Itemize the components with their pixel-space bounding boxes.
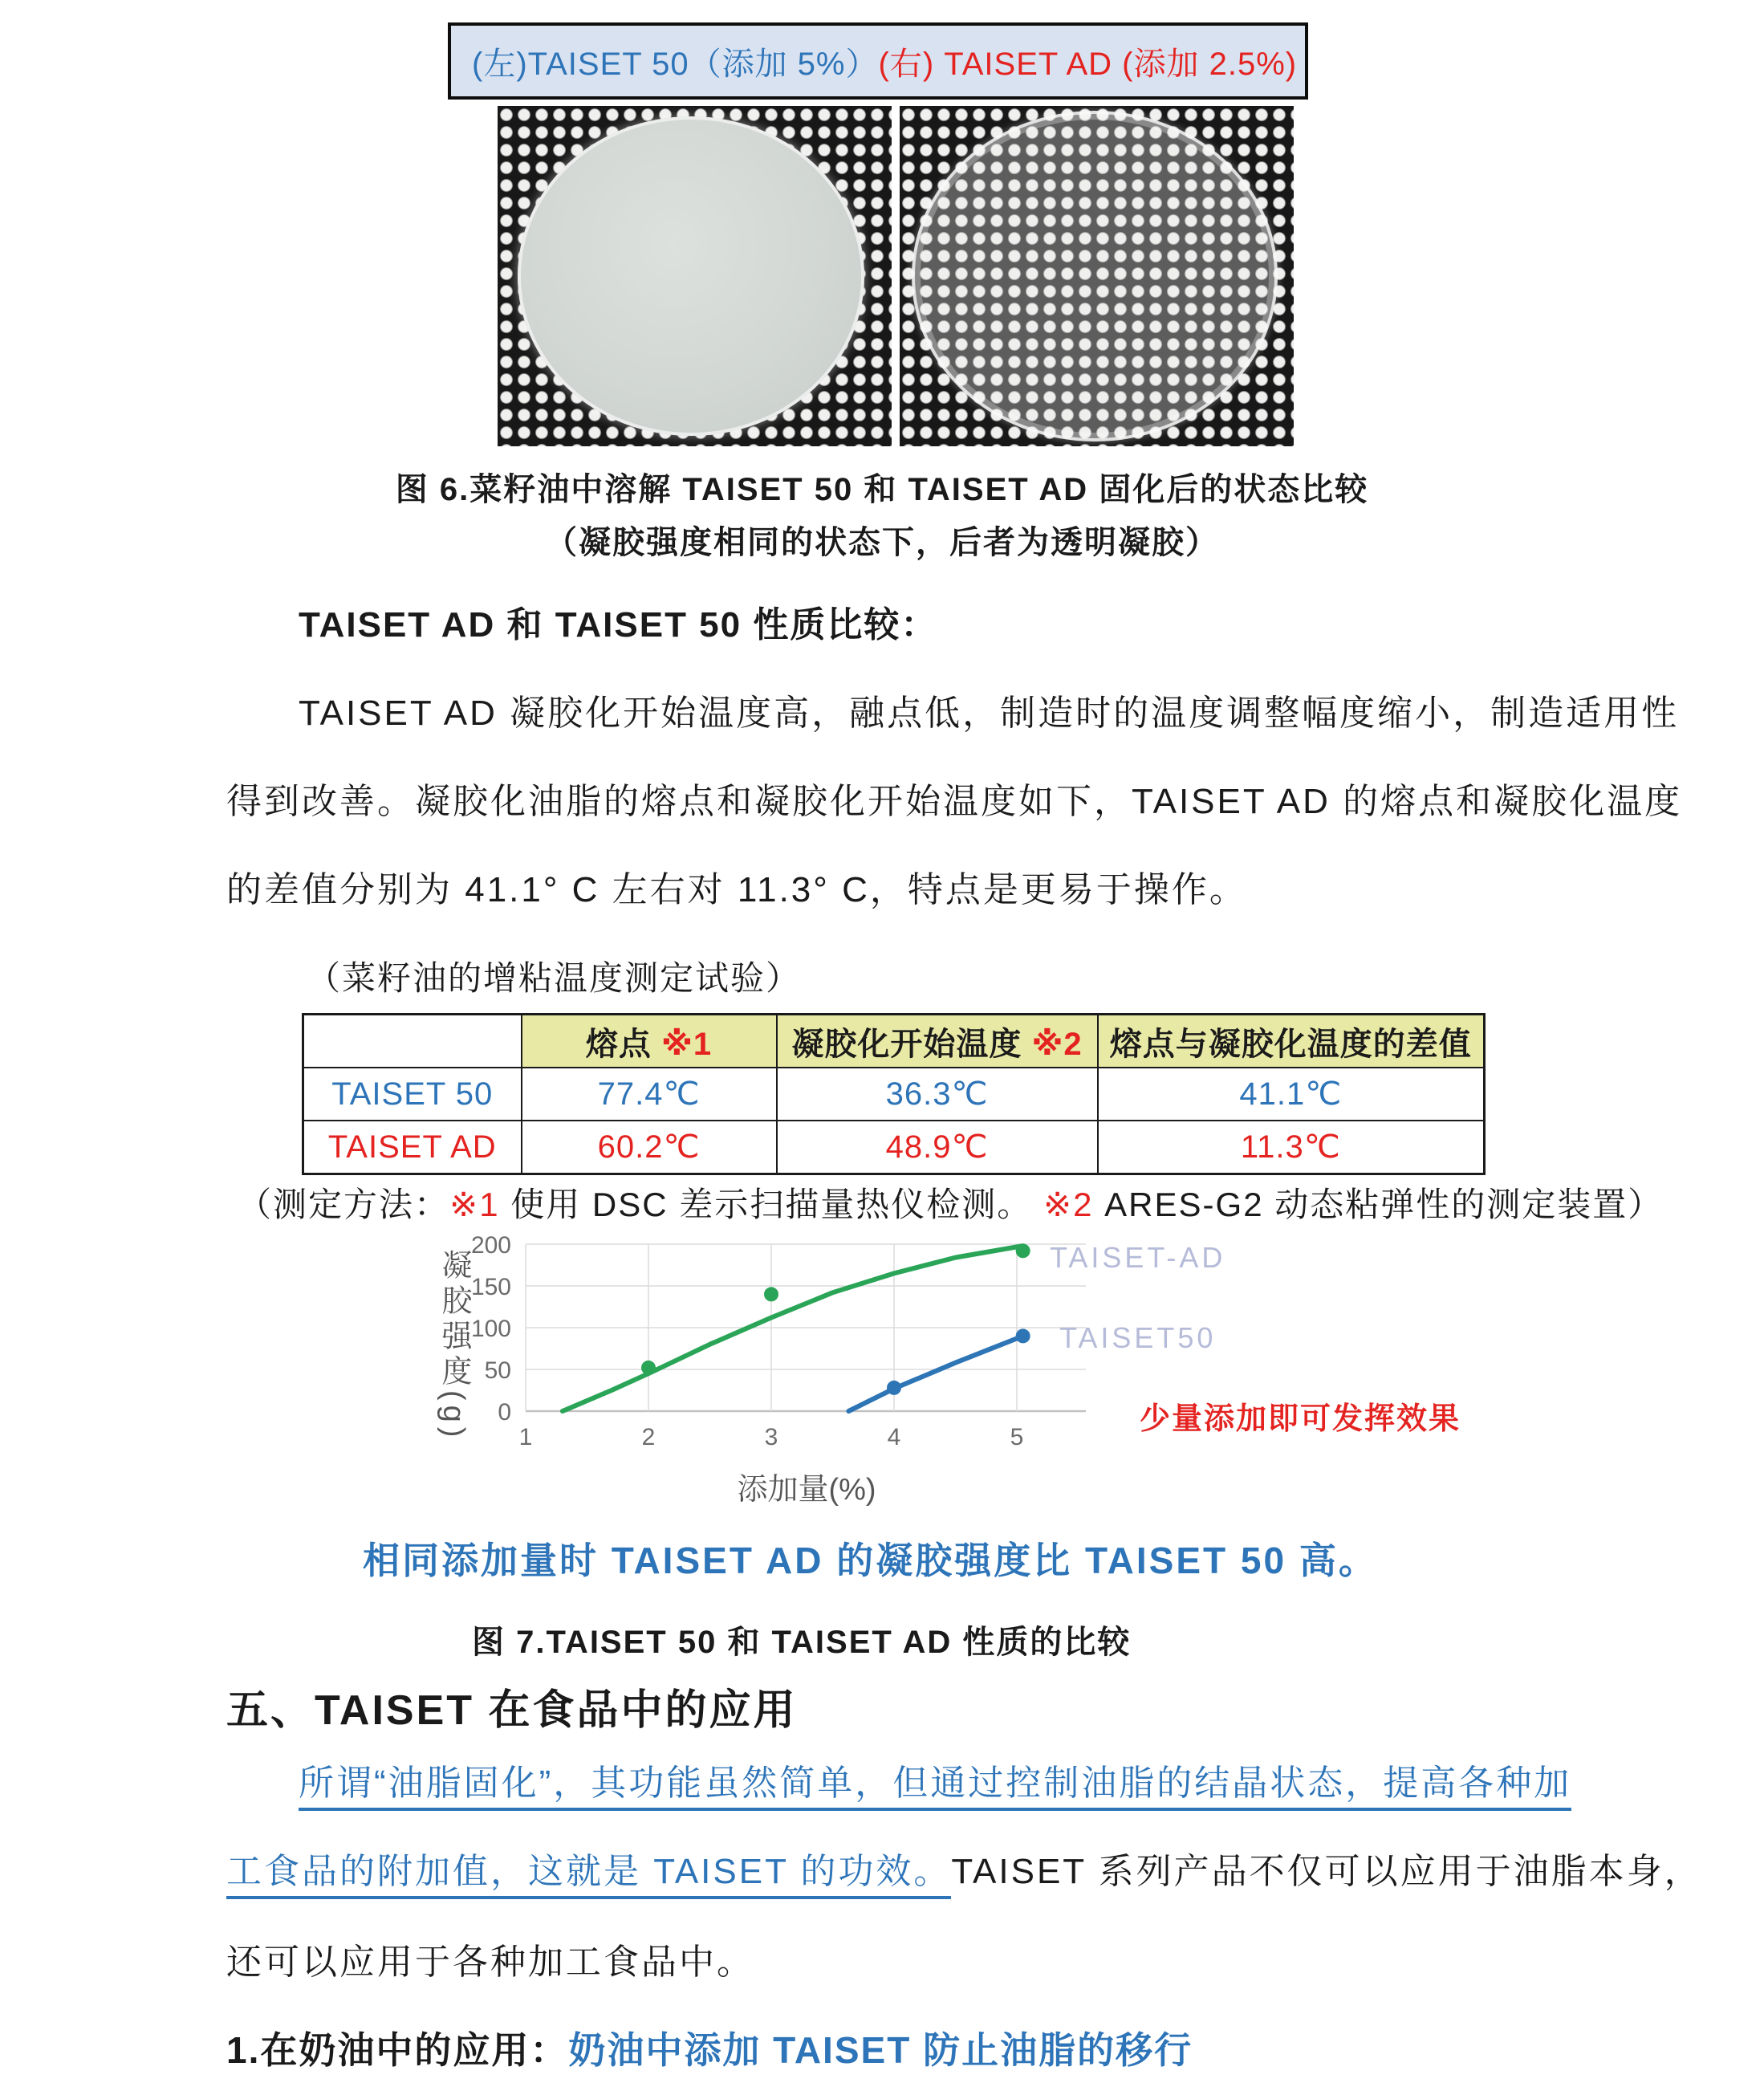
svg-text:200: 200: [470, 1232, 511, 1259]
chart-x-axis-title: 添加量(%): [737, 1473, 876, 1507]
svg-text:5: 5: [1010, 1424, 1024, 1450]
table-row-taiset50: [303, 1068, 1485, 1121]
test-note: （菜籽油的增粘温度测定试验）: [307, 959, 802, 997]
melting-point-value: 77.4℃: [522, 1068, 777, 1121]
paragraph1-line3: 的差值分别为 41.1° C 左右对 11.3° C，特点是更易于操作。: [226, 870, 1247, 909]
black-text-2: TAISET 系列产品不仅可以应用于油脂本身，: [951, 1852, 1702, 1891]
footnote-mark-2: ※2: [1031, 1026, 1083, 1062]
method-note-part1: （测定方法：: [238, 1186, 450, 1223]
figure6-caption-line1: 图 6.菜籽油中溶解 TAISET 50 和 TAISET AD 固化后的状态比较: [395, 472, 1369, 507]
svg-text:0: 0: [498, 1399, 511, 1426]
application-line: [226, 2021, 1193, 2074]
chart-y-axis-title: 凝胶强度(g): [437, 1249, 470, 1442]
method-note-part2: 使用 DSC 差示扫描量热仪检测。: [499, 1186, 1043, 1223]
gel-start-value: 36.3℃: [777, 1068, 1098, 1121]
gel-start-value: 48.9℃: [777, 1121, 1098, 1174]
chart-canvas: [417, 1227, 1573, 1525]
section1-heading: TAISET AD 和 TAISET 50 性质比较：: [299, 605, 938, 645]
application-label: 1.在奶油中的应用：: [226, 2029, 569, 2071]
paragraph2-line1: [299, 1754, 1571, 1805]
properties-table: [302, 1013, 1486, 1175]
transparent-gel-dish: [912, 111, 1278, 441]
paragraph2-line3: 还可以应用于各种加工食品中。: [226, 1943, 754, 1982]
paragraph2-line2: [226, 1842, 1702, 1894]
chart-annotation: 少量添加即可发挥效果: [1140, 1402, 1461, 1436]
method-note: [238, 1178, 1663, 1227]
header-melting-point: [522, 1015, 777, 1068]
series-label-taiset-ad: TAISET-AD: [1050, 1241, 1226, 1274]
svg-text:2: 2: [641, 1424, 656, 1450]
svg-text:100: 100: [470, 1316, 511, 1342]
header-blank-cell: [303, 1015, 522, 1068]
blue-underlined-text-1: 所谓“油脂固化”，其功能虽然简单，但通过控制油脂的结晶状态，提高各种加: [299, 1764, 1571, 1811]
gel-strength-chart: [417, 1227, 1573, 1525]
photo-left-taiset50: [498, 106, 892, 446]
header-difference: 熔点与凝胶化温度的差值: [1098, 1015, 1485, 1068]
melting-point-value: 60.2℃: [522, 1121, 777, 1174]
opaque-gel-dish: [518, 116, 864, 437]
application-blue-text: 奶油中添加 TAISET 防止油脂的移行: [568, 2029, 1193, 2071]
svg-text:3: 3: [764, 1424, 778, 1450]
paragraph1-line2: 得到改善。凝胶化油脂的熔点和凝胶化开始温度如下，TAISET AD 的熔点和凝胶化温度: [226, 782, 1683, 821]
left-sample-label: (左)TAISET 50（添加 5%）: [472, 46, 879, 82]
row-name: TAISET AD: [303, 1121, 522, 1174]
method-note-part3: ARES-G2 动态粘弹性的测定装置）: [1093, 1186, 1664, 1223]
conclusion-statement: 相同添加量时 TAISET AD 的凝胶强度比 TAISET 50 高。: [363, 1540, 1378, 1581]
header-gel-text: 凝胶化开始温度: [791, 1026, 1032, 1062]
row-name: TAISET 50: [303, 1068, 522, 1121]
header-gel-start: [777, 1015, 1098, 1068]
difference-value: 11.3℃: [1098, 1121, 1485, 1174]
method-mark-1: ※1: [449, 1186, 500, 1223]
section2-heading: 五、TAISET 在食品中的应用: [226, 1687, 798, 1734]
paragraph1-line1: TAISET AD 凝胶化开始温度高，融点低，制造时的温度调整幅度缩小，制造适用性: [299, 694, 1680, 733]
right-sample-label: (右) TAISET AD (添加 2.5%): [878, 46, 1298, 82]
svg-text:50: 50: [484, 1357, 511, 1384]
series-label-taiset50: TAISET50: [1059, 1321, 1217, 1354]
figure7-caption: 图 7.TAISET 50 和 TAISET AD 性质的比较: [472, 1625, 1132, 1660]
svg-text:150: 150: [470, 1274, 511, 1300]
figure6-label-box: [448, 22, 1308, 100]
blue-underlined-text-2: 工食品的附加值，这就是 TAISET 的功效。: [226, 1852, 951, 1899]
difference-value: 41.1℃: [1098, 1068, 1485, 1121]
method-mark-2: ※2: [1043, 1186, 1094, 1223]
header-melting-text: 熔点: [585, 1026, 661, 1062]
table-header-row: [303, 1015, 1485, 1068]
figure6-caption-line2: （凝胶强度相同的状态下，后者为透明凝胶）: [545, 525, 1219, 560]
photo-right-taiset-ad: [900, 106, 1294, 446]
figure6-photo: [498, 106, 1294, 446]
svg-text:4: 4: [887, 1424, 901, 1450]
table-row-taiset-ad: [303, 1121, 1485, 1174]
footnote-mark-1: ※1: [660, 1026, 713, 1062]
svg-text:1: 1: [518, 1424, 533, 1450]
